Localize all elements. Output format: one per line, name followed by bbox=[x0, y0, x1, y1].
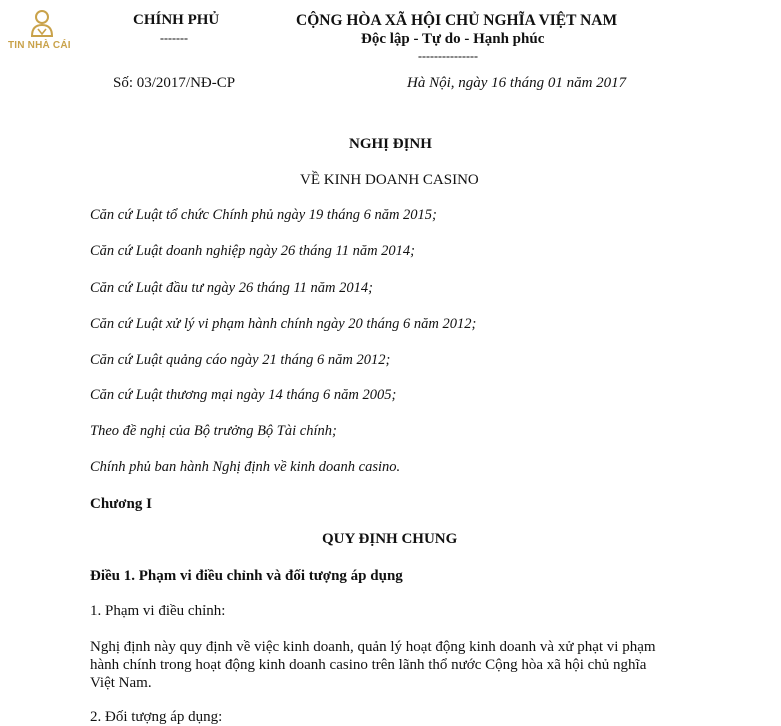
document-subject: VỀ KINH DOANH CASINO bbox=[300, 172, 479, 188]
chapter-label: Chương I bbox=[90, 496, 152, 512]
legal-basis-line: Căn cứ Luật thương mại ngày 14 tháng 6 năm 2005; bbox=[90, 387, 397, 403]
clause-label: 1. Phạm vi điều chỉnh: bbox=[90, 603, 226, 619]
clause-text-line: hành chính trong hoạt động kinh doanh casino trên lãnh thổ nước Cộng hòa xã hội chủ nghĩa bbox=[90, 657, 647, 673]
nation-name: CỘNG HÒA XÃ HỘI CHỦ NGHĨA VIỆT NAM bbox=[296, 12, 618, 29]
brand-watermark-text: TIN NHÀ CÁI bbox=[8, 40, 71, 51]
national-motto: Độc lập - Tự do - Hạnh phúc bbox=[361, 31, 545, 47]
place-date: Hà Nội, ngày 16 tháng 01 năm 2017 bbox=[407, 75, 627, 91]
clause-text-line: Việt Nam. bbox=[90, 675, 152, 691]
document-type: NGHỊ ĐỊNH bbox=[349, 136, 432, 152]
legal-basis-line: Theo đề nghị của Bộ trưởng Bộ Tài chính; bbox=[90, 423, 337, 439]
motto-rule: --------------- bbox=[418, 49, 478, 63]
legal-basis-line: Căn cứ Luật đầu tư ngày 26 tháng 11 năm 2014; bbox=[90, 280, 373, 296]
legal-basis-line: Căn cứ Luật quảng cáo ngày 21 tháng 6 năm 2012; bbox=[90, 352, 391, 368]
article-heading: Điều 1. Phạm vi điều chỉnh và đối tượng áp dụng bbox=[90, 568, 403, 584]
legal-basis-line: Chính phủ ban hành Nghị định về kinh doanh casino. bbox=[90, 459, 401, 475]
issuer-name: CHÍNH PHỦ bbox=[133, 12, 220, 28]
legal-basis-line: Căn cứ Luật xử lý vi phạm hành chính ngày 20 tháng 6 năm 2012; bbox=[90, 316, 477, 332]
legal-basis-line: Căn cứ Luật doanh nghiệp ngày 26 tháng 11 năm 2014; bbox=[90, 243, 416, 259]
brand-logo-icon bbox=[28, 8, 56, 38]
chapter-title: QUY ĐỊNH CHUNG bbox=[322, 531, 458, 547]
clause-text-line: Nghị định này quy định về việc kinh doanh, quản lý hoạt động kinh doanh và xử phạt vi phạm bbox=[90, 639, 656, 655]
issuer-rule: ------- bbox=[160, 31, 188, 45]
legal-basis-line: Căn cứ Luật tổ chức Chính phủ ngày 19 tháng 6 năm 2015; bbox=[90, 207, 437, 223]
document-number: Số: 03/2017/NĐ-CP bbox=[113, 75, 236, 91]
clause-label-partial: 2. Đối tượng áp dụng: bbox=[90, 709, 223, 725]
